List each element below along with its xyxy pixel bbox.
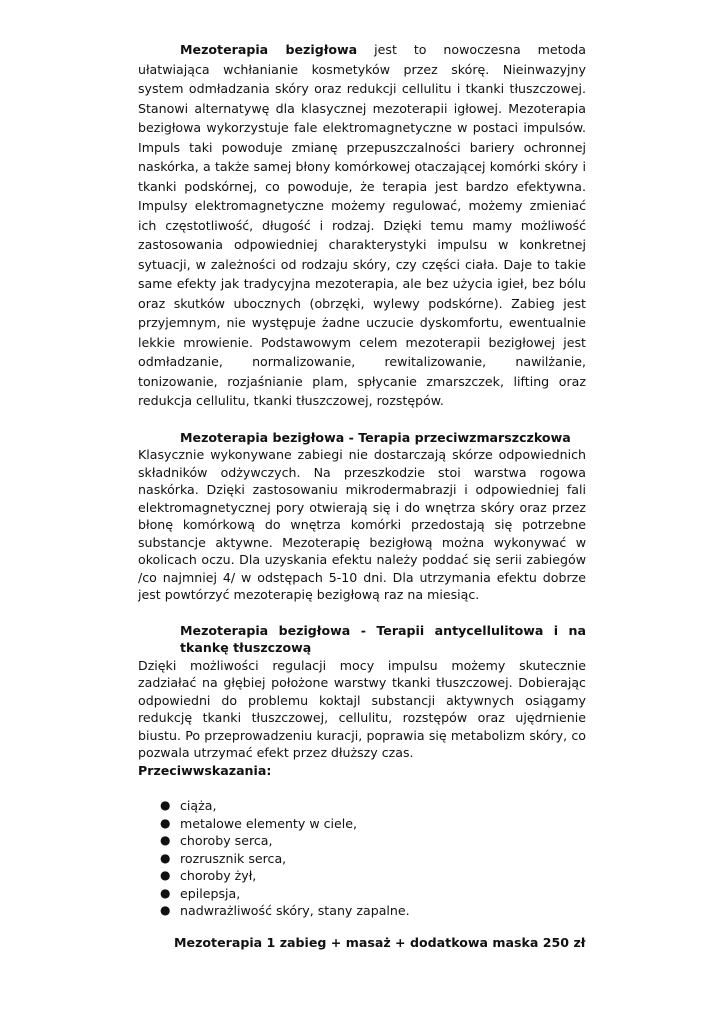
list-item: ● rozrusznik serca, — [160, 850, 287, 866]
contraindications-heading: Przeciwwskazania: — [138, 762, 272, 778]
anti-cellulite-paragraph: Dzięki możliwości regulacji mocy impulsu możemy skutecznie zadziałać na głębiej położone warstwy tkanki tłuszczowej. Dobierając odpowiedni do problemu koktajl substancji aktywnych osiągamy redukcję tkanki tłuszczowej, cellulitu, rozstępów oraz ujędrnienie biustu. Po przeprowadzeniu kuracji, poprawia się metabolizm skóry, co pozwala utrzymać efekt przez dłuższy czas. — [138, 657, 586, 760]
list-item: ● choroby żył, — [160, 868, 257, 883]
list-item: ● ciąża, — [160, 798, 217, 813]
bullet-icon: ● — [160, 815, 171, 830]
bullet-icon: ● — [160, 885, 171, 900]
price-line: Mezoterapia 1 zabieg + masaż + dodatkowa maska 250 zł — [174, 934, 586, 950]
section-heading-anti-wrinkle: Mezoterapia bezigłowa - Terapia przeciwzmarszczkowa — [180, 429, 571, 445]
document-page — [138, 40, 586, 964]
intro-lead-term: Mezoterapia bezigłowa — [180, 42, 358, 57]
bullet-icon: ● — [160, 833, 171, 847]
bullet-icon: ● — [160, 850, 171, 865]
intro-paragraph — [138, 40, 586, 411]
bullet-icon: ● — [160, 798, 171, 812]
list-item: ● epilepsja, — [160, 885, 241, 901]
section-heading-anti-cellulite: Mezoterapia bezigłowa - Terapii antycellulitowa i na tkankę tłuszczową — [180, 622, 586, 655]
list-item: ● nadwrażliwość skóry, stany zapalne. — [160, 903, 410, 918]
bullet-icon: ● — [160, 903, 171, 917]
list-item: ● choroby serca, — [160, 833, 273, 848]
contraindications-list — [138, 797, 586, 920]
list-item: ● metalowe elementy w ciele, — [160, 815, 358, 831]
bullet-icon: ● — [160, 868, 171, 882]
intro-text: jest to nowoczesna metoda ułatwiająca wchłanianie kosmetyków przez skórę. Nieinwazyjny system odmładzania skóry oraz redukcji cellulitu i tkanki tłuszczowej. Stanowi alternatywę dla klasycznej mezoterapii igłowej. Mezoterapia bezigłowa wykorzystuje fale elektromagnetyczne w postaci impulsów. Impuls taki powoduje zmianę przepuszczalności bariery ochronnej naskórka, a także samej błony komórkowej otaczającej komórki skóry i tkanki podskórnej, co powoduje, że terapia jest bardzo efektywna. Impulsy elektromagnetyczne możemy regulować, możemy zmieniać ich częstotliwość, długość i rodzaj. Dzięki temu mamy możliwość zastosowania odpowiedniej charakterystyki impulsu w konkretnej sytuacji, w zależności od rodzaju skóry, czy części ciała. Daje to takie same efekty jak tradycyjna mezoterapia, ale bez użycia igieł, bez bólu oraz skutków ubocznych (obrzęki, wylewy podskórne). Zabieg jest przyjemnym, nie występuje żadne uczucie dyskomfortu, ewentualnie lekkie mrowienie. Podstawowym celem mezoterapii bezigłowej jest odmładzanie, normalizowanie, rewitalizowanie, nawilżanie, tonizowanie, rozjaśnianie plam, spłycanie zmarszczek, lifting oraz redukcja cellulitu, tkanki tłuszczowej, rozstępów. — [138, 42, 586, 408]
anti-wrinkle-paragraph: Klasycznie wykonywane zabiegi nie dostarczają skórze odpowiednich składników odżywczych. Na przeszkodzie stoi warstwa rogowa naskórka. Dzięki zastosowaniu mikrodermabrazji i odpowiedniej fali elektromagnetycznej pory otwierają się i do wnętrza skóry oraz przez błonę komórkową do wnętrza komórki przedostają się potrzebne substancje aktywne. Mezoterapię bezigłową można wykonywać w okolicach oczu. Dla uzyskania efektu należy poddać się serii zabiegów /co najmniej 4/ w odstępach 5-10 dni. Dla utrzymania efektu dobrze jest powtórzyć mezoterapię bezigłową raz na miesiąc. — [138, 447, 586, 602]
